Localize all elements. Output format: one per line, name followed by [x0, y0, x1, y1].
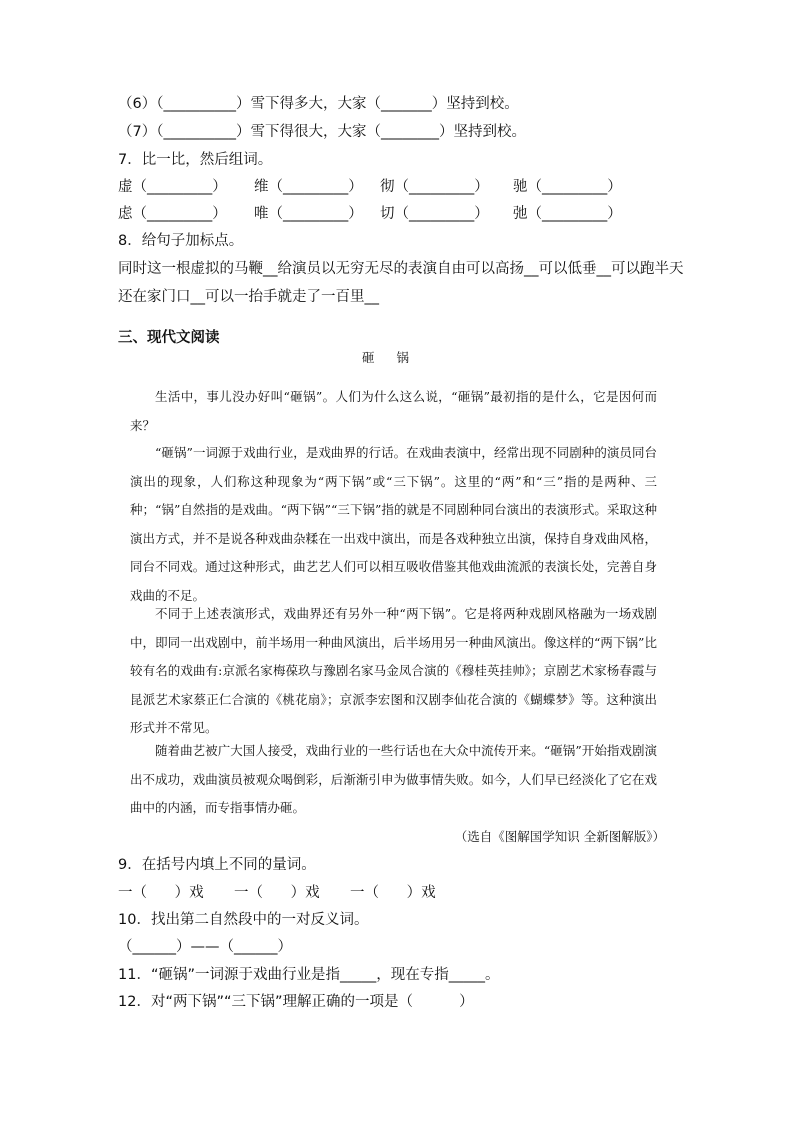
word-pair-cell: 驰（_________）: [513, 179, 622, 195]
word-pair-cell: 虑（_________）: [118, 206, 227, 222]
word-pair-cell: 切（_________）: [380, 206, 489, 222]
article-title: 砸锅: [361, 350, 431, 365]
measure-word-blank: 一（ ）戏: [234, 885, 320, 901]
article-source: （选自《图解国学知识 全新图解版》）: [454, 829, 665, 844]
measure-word-blank: 一（ ）戏: [350, 885, 436, 901]
section-heading: 三、现代文阅读: [118, 330, 220, 346]
article-paragraph-3: 不同于上述表演形式，戏曲界还有另外一种“两下锅”。它是将两种戏剧风格融为一场戏剧中，即同一出戏剧中，前半场用一种曲风演出，后半场用另一种曲风演出。像这样的“两下锅”比较有名的戏曲有:京派名家梅葆玖与豫剧名家马金凤合演的《穆桂英挂帅》；京剧艺术家杨春霞与昆派艺术家蔡正仁合演的《桃花扇》；京派李宏图和汉剧李仙花合演的《蝴蝶梦》等。这种演出形式并不常见。: [130, 606, 657, 735]
question-10-answer: （______）——（______）: [118, 939, 292, 955]
question-12: 12．对“两下锅”“三下锅”理解正确的一项是（ ）: [118, 994, 474, 1010]
word-pair-cell: 彻（_________）: [380, 179, 489, 195]
question-7-prompt: 7．比一比，然后组词。: [118, 152, 273, 168]
question-8-prompt: 8．给句子加标点。: [118, 233, 244, 249]
question-8-sentence-line-1: 同时这一根虚拟的马鞭__给演员以无穷无尽的表演自由可以高扬__可以低垂__可以跑半天: [118, 261, 684, 277]
word-pair-cell: 唯（_________）: [254, 206, 363, 222]
article-paragraph-4: 随着曲艺被广大国人接受，戏曲行业的一些行话也在大众中流传开来。“砸锅”开始指戏剧演出不成功，戏曲演员被观众喝倒彩，后渐渐引申为做事情失败。如今，人们早已经淡化了它在戏曲中的内涵，而专指事情办砸。: [130, 743, 657, 815]
measure-word-blank: 一（ ）戏: [118, 885, 204, 901]
article-paragraph-1: 生活中，事儿没办好叫“砸锅”。人们为什么这么说，“砸锅”最初指的是什么，它是因何而来？: [130, 389, 657, 433]
question-10-prompt: 10．找出第二自然段中的一对反义词。: [118, 912, 369, 928]
word-pair-cell: 弛（_________）: [513, 206, 622, 222]
word-pair-cell: 维（_________）: [254, 179, 363, 195]
article-paragraph-2: “砸锅”一词源于戏曲行业，是戏曲界的行话。在戏曲表演中，经常出现不同剧种的演员同台演出的现象，人们称这种现象为“两下锅”或“三下锅”。这里的“两”和“三”指的是两种、三种；“锅”自然指的是戏曲。“两下锅”“三下锅”指的就是不同剧种同台演出的表演形式。采取这种演出方式，并不是说各种戏曲杂糅在一出戏中演出，而是各戏种独立出演，保持自身戏曲风格，同台不同戏。通过这种形式，曲艺艺人们可以相互吸收借鉴其他戏曲流派的表演长处，完善自身戏曲的不足。: [130, 445, 657, 603]
word-pair-cell: 虚（_________）: [118, 179, 227, 195]
question-8-sentence-line-2: 还在家门口__可以一抬手就走了一百里__: [118, 289, 379, 305]
fill-item-6: （6）（__________）雪下得多大，大家（_______）坚持到校。: [118, 96, 519, 112]
question-9-prompt: 9．在括号内填上不同的量词。: [118, 857, 316, 873]
question-11: 11．“砸锅”一词源于戏曲行业是指_____，现在专指_____。: [118, 967, 500, 983]
fill-item-7: （7）（__________）雪下得很大，大家（________）坚持到校。: [118, 124, 526, 140]
